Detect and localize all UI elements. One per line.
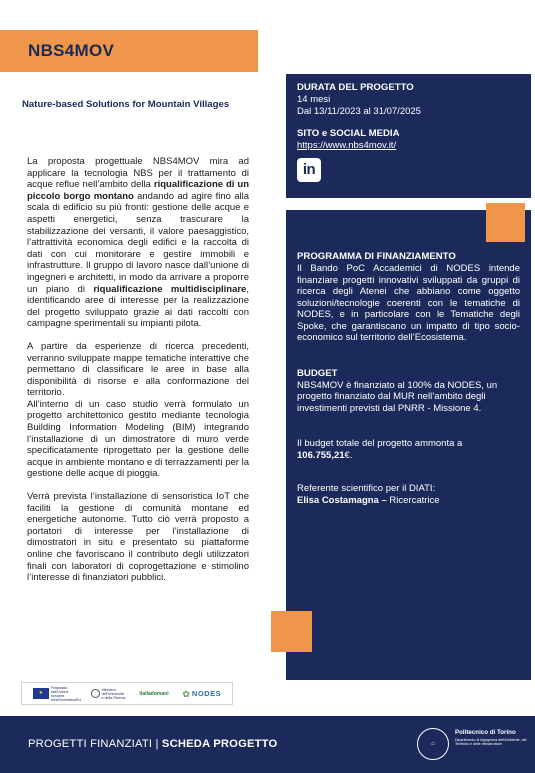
referente [297,495,520,507]
eu-flag-icon: ★ [33,688,49,699]
referente-role: Ricercatrice [386,494,440,506]
description-column [27,156,249,595]
highlight-text: riqualificazione di un piccolo borgo montano [27,179,249,202]
polito-logo [455,729,533,747]
decorative-square-top [486,203,525,242]
duration-months: 14 mesi [297,94,331,105]
sponsor-logos [21,682,233,705]
paragraph-text: La proposta progettuale NBS4MOV mira ad applicare la tecnologia NBS per il trattamento di acque reflue nell’ambito della [27,156,249,191]
ministry-emblem-icon [91,689,100,698]
decorative-square-bottom [271,611,312,652]
footer-label [28,738,277,750]
description-paragraph-1 [27,156,249,330]
website-link[interactable]: https://www.nbs4mov.it/ [297,140,397,151]
duration-heading: DURATA DEL PROGETTO [297,82,414,93]
duration-dates: Dal 13/11/2023 al 31/07/2025 [297,105,421,117]
referente-label: Referente scientifico per il DIATI: [297,483,436,494]
programma-heading: PROGRAMMA DI FINANZIAMENTO [297,251,456,262]
polito-seal-icon: ⌂ [417,728,449,760]
ministry-logo-label: Ministero dell'Università e della Ricerca [101,687,126,700]
budget-total-label: Il budget totale del progetto ammonta a [297,438,463,449]
budget-amount: 106.755,21 [297,449,345,461]
website-heading: SITO e SOCIAL MEDIA [297,128,400,139]
funding-panel [286,210,531,680]
budget-total [297,438,520,461]
project-subtitle: Nature-based Solutions for Mountain Villages [22,99,230,110]
paragraph-text: andando ad agire fino alla scala di edificio su più fronti: gestione delle acque e aspetti energetici, senza trascurare la stabilizzazione dei versanti, il valore paesaggistico, l’attrattività economica degli edifici e la raccolta di dati con cui monitorare e gestire immobili e infrastrutture. Il gruppo di lavoro nasce dall’unione di ingegneri e architetti, in modo da arrivare a proporre un piano di [27,190,249,295]
linkedin-icon[interactable]: in [297,158,321,182]
description-paragraph-3: All’interno di un caso studio verrà formulato un progetto architettonico gestito mediante tecnologia Building Information Modeling (BIM) integrando l’installazione di un dimostratore di muro verde specificatamente riprogettato per la gestione delle acque in ambiente montano e di terrazzamenti per la gestione delle acque di pioggia. [27,398,249,480]
nodes-label: NODES [191,688,222,698]
footer [0,716,535,773]
polito-name: Politecnico di Torino [455,729,516,736]
eu-logo [33,685,82,702]
polito-dept: Dipartimento di Ingegneria dell'Ambiente, del Territorio e delle Infrastrutture [455,738,527,747]
italiadomani-label: Italiadomani [139,690,169,697]
title-bar [0,30,258,72]
programma-text: Il Bando PoC Accademici di NODES intende finanziare progetti innovativi sviluppati da gruppi di ricerca degli Atenei che abbiano come oggetto soluzioni/tecnologie coerenti con le tematiche di NODES, e in particolare con le Tematiche degli Spoke, che garantiscano un impatto di tipo socio-economico sul territorio dell’Ecosistema. [297,263,520,343]
project-title: NBS4MOV [28,41,115,60]
budget-heading: BUDGET [297,367,338,379]
paragraph-text: , identificando aree di interesse per la realizzazione del progetto sviluppato grazie ai dati raccolti con campagne sperimentali su impianti pilota. [27,283,249,330]
budget-text: NBS4MOV è finanziato al 100% da NODES, un progetto finanziato dal MUR nell’ambito degli investimenti previsti dal PNRR - Missione 4. [297,379,498,414]
nodes-leaf-icon: ✿ [182,688,190,699]
referente-name: Elisa Costamagna – [297,494,387,506]
budget-currency: €. [344,449,353,461]
italiadomani-logo [139,692,168,696]
highlight-text: riqualificazione multidisciplinare [93,283,247,295]
eu-logo-label: Finanziato dall'Unione europea NextGenerationEU [50,685,82,702]
ministry-logo [91,688,126,700]
description-paragraph-2: A partire da esperienze di ricerca precedenti, verranno sviluppate mappe tematiche interattive che permettano di classificare le aree in base alla disponibilità di risorse e alla conformazione del territorio. [27,340,249,399]
description-paragraph-4: Verrà prevista l’installazione di sensoristica IoT che faciliti la gestione di comunità montane ed energetiche autonome. Tutto ciò verrà proposto a portatori di interesse per l’installazione di dimostratori in situ e presentato su piattaforme online che favoriscano il contributo degli utilizzatori finali con laboratori di coprogettazione e stimolino l’interesse di finanziatori pubblici. [27,491,249,584]
project-info-panel [286,74,531,198]
footer-right: SCHEDA PROGETTO [161,738,278,750]
footer-left: PROGETTI FINANZIATI | [28,738,162,750]
nodes-logo [182,688,222,699]
